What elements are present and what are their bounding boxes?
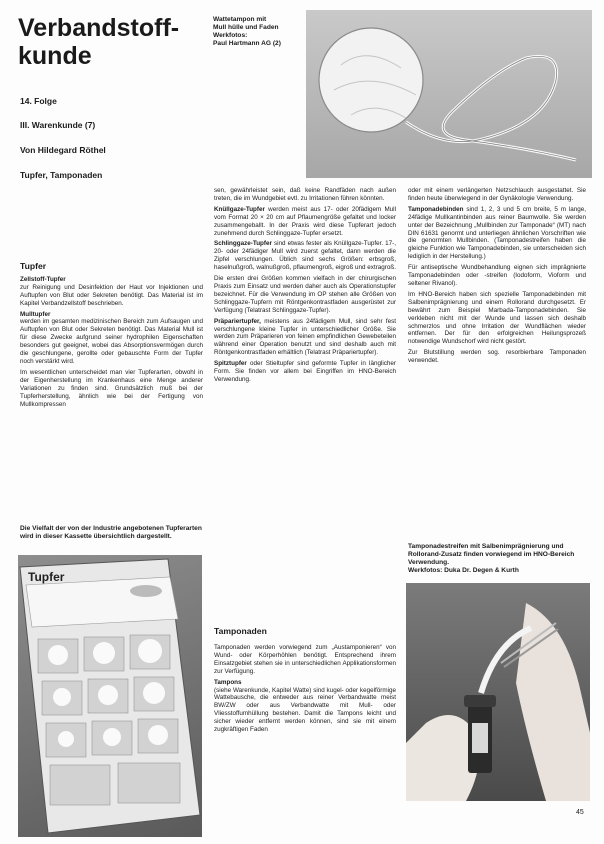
column-2 (214, 187, 396, 387)
subheading-mulltupfer: Mulltupfer (20, 310, 51, 318)
part-label: III. Warenkunde (7) (20, 120, 96, 130)
lead-term: Knüllgaze-Tupfer (214, 205, 265, 213)
caption-text: Tamponadestreifen mit Salbenimprägnierung und Rollorand-Zusatz finden vorwiegend im HNO-Bereich Verwendung. (408, 543, 575, 566)
column-3 (408, 187, 586, 368)
paragraph: sen, gewährleistet sein, daß keine Randfäden nach außen treten, die im Wundgebiet evtl. zu Irritationen führen könnten. (214, 187, 396, 202)
paragraph: Zur Blutstillung werden sog. resorbierbare Tamponaden verwendet. (408, 349, 586, 365)
paragraph: Die ersten drei Größen kommen vielfach in der chirurgischen Praxis zum Einsatz und werden daher auch als Operationstupfer bezeichnet. Für die Verwendung im OP stehen alle Größen von Schlinggaze-Tupfern mit Röntgenkontrastfaden ausgerüstet zur Verfügung (Telatrast Schlinggaze-Tupfer). (214, 275, 396, 314)
paragraph-spitztupfer (214, 360, 396, 384)
article-title (18, 14, 198, 70)
tampon-illustration (306, 10, 592, 178)
paragraph-text: sind etwas fester als Knüllgaze-Tupfer. 17-, 20- oder 24fädiger Mull wird zuerst gefaltet, dann werden die Zipfel verschlungen. Üblich sind sechs Größen: erbsgroß, haselnußgroß, walnußgroß, pflaumengroß, eigroß und extragroß. (214, 240, 396, 272)
lead-term: Spitztupfer (214, 360, 247, 368)
lead-term: Schlinggaze-Tupfer (214, 240, 272, 248)
subheading-zellstoff: Zellstoff-Tupfer (20, 275, 66, 283)
tamponade-illustration (406, 583, 590, 801)
caption-line: Paul Hartmann AG (2) (213, 40, 281, 47)
paragraph-text: werden meist aus 17- oder 20fädigem Mull vom Format 20 × 20 cm auf Pflaumengröße gefaltet und locker zusammengeballt. In der Praxis wird diese Tupferart jedoch zunehmend durch Schlinggaze-Tupfer ersetzt. (214, 205, 396, 237)
paragraph-praepariertupfer (214, 318, 396, 358)
title-line-2: kunde (18, 42, 92, 70)
photo-caption-box: Die Vielfalt der von der Industrie angebotenen Tupferarten wird in dieser Kassette übersichtlich dargestellt. (20, 525, 202, 540)
paragraph: oder mit einem verlängerten Netzschlauch ausgestattet. Sie finden heute überwiegend in der Gynäkologie Verwendung. (408, 187, 586, 202)
box-label: Tupfer (28, 570, 65, 584)
paragraph: Tamponaden werden vorwiegend zum „Austamponieren“ von Wund- oder Körperhöhlen benötigt. Entsprechend ihrem Einsatzgebiet stehen sie in unterschiedlichen Applikationsformen zur Verfügung. (214, 644, 396, 675)
caption-line: Mull hülle und Faden (213, 24, 279, 31)
photo-caption-top (213, 16, 305, 48)
title-line-1: Verbandstoff- (18, 14, 180, 42)
tamponade-photo (406, 583, 590, 801)
paragraph-text: meistens aus 24fädigem Mull, sind sehr fest verschlungene kleine Tupfer in unterschiedlicher Größe. Sie werden zum Präparieren von feinen empfindlichen Gewebeteilen während einer Operation benutzt und sind deshalb auch mit Röntgenkontrastfaden erhältlich (Telatrast Präpariertupfer). (214, 317, 396, 357)
paragraph-knuellgaze (214, 206, 396, 238)
section-heading-tupfer: Tupfer (20, 261, 47, 271)
paragraph: Im HNO-Bereich haben sich spezielle Tamponadebinden mit Salbenimprägnierung und einem Rollorand durchgesetzt. Er bewährt zum Beispiel Marbada-Tamponadebinden. Sie verkleben nicht mit der Wunde und lassen sich deshalb schmerzlos und ohne Irritation der Wundflächen wieder entfernen. Der für den erfolgreichen Heilungsprozeß notwendige Wundschorf wird nicht gestört. (408, 290, 586, 346)
paragraph: Im wesentlichen unterscheidet man vier Tupferarten, obwohl in der Eigenherstellung im Krankenhaus eine Menge anderer Variationen zu finden sind. Grundsätzlich muß bei der Tupferherstellung, ähnlich wie bei der Fertigung von Mullkompressen (20, 368, 203, 408)
caption-line: Wattetampon mit (213, 16, 267, 23)
tupfer-box-photo (18, 555, 202, 837)
lead-term: Präpariertupfer, (214, 317, 261, 325)
paragraph: (siehe Warenkunde, Kapitel Watte) sind kugel- oder kegelförmige Wattebausche, die entweder aus reiner Verbandwatte meist BW/ZW oder aus Verbandwatte mit Mull- oder Vliesstoffumhüllung bestehen. Damit die Tampons leicht und sicher wieder entfernt werden können, sind sie mit einem zugkräftigen Faden (214, 686, 396, 734)
tampon-photo (306, 10, 592, 178)
column-2-lower (214, 644, 396, 737)
author-label: Von Hildegard Röthel (20, 145, 106, 155)
series-label: 14. Folge (20, 96, 57, 106)
paragraph: Für antiseptische Wundbehandlung eignen sich imprägnierte Tamponadebinden oder -streifen (Iodoform, Vioform und seltener Rivanol). (408, 264, 586, 287)
page-number: 45 (576, 809, 584, 816)
paragraph-tamponadebinden (408, 206, 586, 261)
paragraph: zur Reinigung und Desinfektion der Haut vor Injektionen und Auftupfen von Blut oder Sekreten benötigt. Das Material ist im Kapitel Verbandzellstoff beschrieben. (20, 283, 203, 307)
photo-caption-tamponade (408, 543, 586, 575)
caption-line: Werkfotos: (213, 32, 248, 39)
topic-label: Tupfer, Tamponaden (20, 170, 103, 180)
lead-term: Tamponadebinden (408, 205, 464, 213)
section-heading-tamponaden: Tamponaden (214, 626, 267, 636)
paragraph: werden im gesamten medizinischen Bereich zum Aufsaugen und Auftupfen von Blut oder Sekreten benötigt. Das Material Mull ist für diese Zwecke aufgrund seiner hydrophilen Eigenschaften besonders gut geeignet, wobei das Absorptionsvermögen durch die geschlungene, gerollte oder gebauschte Form der Tupfer noch verstärkt wird. (20, 318, 203, 365)
column-1 (20, 263, 203, 411)
caption-credit: Werkfotos: Duka Dr. Degen & Kurth (408, 567, 519, 574)
paragraph-text: sind 1, 2, 3 und 5 cm breite, 5 m lange, 24fädige Mullkantinbinden aus reiner Baumwolle. Sie werden unter der Bezeichnung „Mullbinden zur Tamponade“ (MT) nach DIN 61631 genormt und unterliegen ähnlichen Vorschriften wie die genormten Mullbinden. (Tamponadestreifen haben die gleiche Funktion wie Tamponadebinden, sie unterscheiden sich lediglich in der Herstellung.) (408, 205, 586, 261)
subheading-tampons: Tampons (214, 678, 242, 686)
tupfer-box-illustration (18, 555, 202, 837)
paragraph-text: oder Stieltupfer sind geformte Tupfer in länglicher Form. Sie finden vor allem bei Eingriffen im HNO-Bereich Verwendung. (214, 360, 396, 383)
paragraph-schlinggaze (214, 240, 396, 272)
